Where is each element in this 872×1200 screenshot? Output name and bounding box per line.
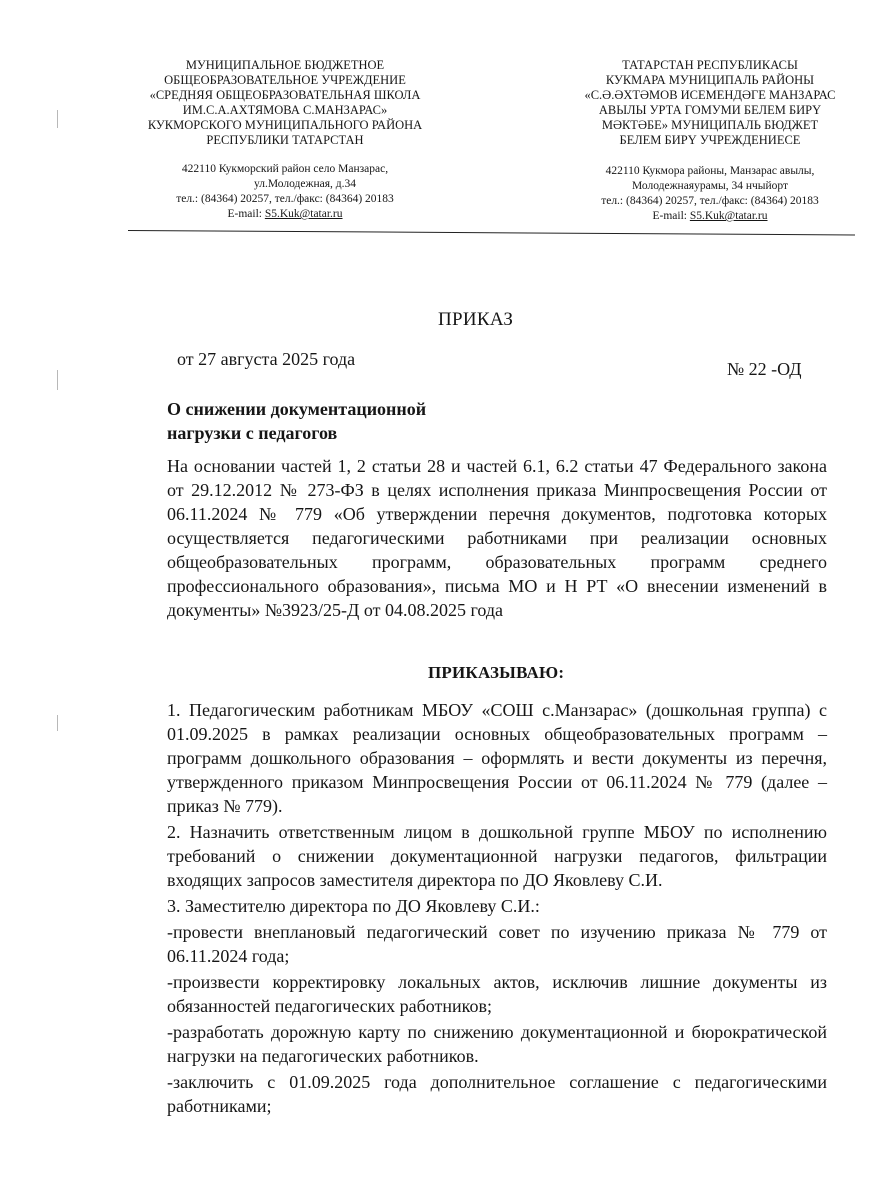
header-divider [128, 230, 855, 235]
org-line: КУКМАРА МУНИЦИПАЛЬ РАЙОНЫ [605, 73, 815, 87]
email-label: E-mail: [652, 210, 690, 222]
header-right-address [560, 164, 860, 224]
order-item: 1. Педагогическим работникам МБОУ «СОШ с.Манзарас» (дошкольная группа) с 01.09.2025 в рамках реализации основных общеобразовательных программ – программ дошкольного образования – оформлять и вести документы из перечня, утвержденного приказом Минпросвещения России от 06.11.2024 № 779 (далее – приказ № 779). [167, 700, 827, 816]
scan-edge-mark [57, 110, 58, 128]
subject-line: нагрузки с педагогов [167, 423, 338, 443]
email-line [135, 207, 435, 222]
document-date: от 27 августа 2025 года [177, 349, 356, 369]
header-left-org [135, 58, 435, 148]
order-item: -заключить с 01.09.2025 года дополнительное соглашение с педагогическими работниками; [167, 1072, 827, 1116]
scan-edge-mark [57, 715, 58, 731]
org-line: ИМ.С.А.АХТЯМОВА С.МАНЗАРАС» [182, 103, 388, 117]
email-link[interactable]: S5.Kuk@tatar.ru [264, 208, 343, 220]
order-items [167, 698, 827, 1120]
order-item: -провести внеплановый педагогический совет по изучению приказа № 779 от 06.11.2024 года; [167, 922, 827, 966]
header-right [560, 58, 860, 224]
document-number: № 22 -ОД [727, 359, 802, 379]
email-link[interactable]: S5.Kuk@tatar.ru [689, 210, 768, 222]
org-line: КУКМОРСКОГО МУНИЦИПАЛЬНОГО РАЙОНА [147, 118, 423, 132]
order-item: 2. Назначить ответственным лицом в дошкольной группе МБОУ по исполнению требований о снижении документационной нагрузки педагогов, фильтрации входящих запросов заместителя директора по ДО Яковлеву С.И. [167, 822, 827, 890]
address-line: ул.Молодежная, д.34 [254, 178, 356, 190]
org-line: БЕЛЕМ БИРҮ УЧРЕЖДЕНИЕСЕ [619, 133, 801, 147]
order-item: 3. Заместителю директора по ДО Яковлеву С.И.: [167, 896, 540, 916]
order-item: -произвести корректировку локальных актов, исключив лишние документы из обязанностей педагогических работников; [167, 972, 827, 1016]
org-line: МУНИЦИПАЛЬНОЕ БЮДЖЕТНОЕ [185, 58, 385, 72]
org-line: МӘКТӘБЕ» МУНИЦИПАЛЬ БЮДЖЕТ [601, 118, 819, 132]
scan-edge-mark [57, 370, 58, 390]
phone-line: тел.: (84364) 20257, тел./факс: (84364) 20183 [176, 193, 394, 205]
header-right-org [560, 58, 860, 148]
address-line: 422110 Кукморский район село Манзарас, [181, 163, 389, 175]
order-item: -разработать дорожную карту по снижению документационной и бюрократической нагрузки на педагогических работников. [167, 1022, 827, 1066]
org-line: ТАТАРСТАН РЕСПУБЛИКАСЫ [622, 58, 798, 72]
subject-line: О снижении документационной [167, 399, 427, 419]
email-label: E-mail: [227, 208, 265, 220]
org-line: «СРЕДНЯЯ ОБЩЕОБРАЗОВАТЕЛЬНАЯ ШКОЛА [149, 88, 421, 102]
org-line: ОБЩЕОБРАЗОВАТЕЛЬНОЕ УЧРЕЖДЕНИЕ [164, 73, 406, 87]
org-line: РЕСПУБЛИКИ ТАТАРСТАН [206, 133, 364, 147]
document-subject [167, 397, 426, 445]
header-left-address [135, 162, 435, 222]
address-line: 422110 Кукмора районы, Манзарас авылы, [605, 165, 815, 177]
phone-line: тел.: (84364) 20257, тел./факс: (84364) 20183 [601, 195, 819, 207]
header-left [135, 58, 435, 222]
preamble-paragraph: На основании частей 1, 2 статьи 28 и частей 6.1, 6.2 статьи 47 Федерального закона от 29.12.2012 № 273-ФЗ в целях исполнения приказа Минпросвещения России от 06.11.2024 № 779 «Об утверждении перечня документов, подготовка которых осуществляется педагогическими работниками при реализации основных общеобразовательных программ, образовательных программ среднего профессионального образования», письма МО и Н РТ «О внесении изменений в документы» №3923/25-Д от 04.08.2025 года [167, 456, 827, 620]
org-line: «С.Ә.ӘХТӘМОВ ИСЕМЕНДӘГЕ МАНЗАРАС [584, 88, 836, 102]
email-line [560, 209, 860, 224]
order-heading: ПРИКАЗЫВАЮ: [428, 663, 565, 682]
address-line: Молодежнаяурамы, 34 нчыйорт [631, 180, 789, 192]
org-line: АВЫЛЫ УРТА ГОМУМИ БЕЛЕМ БИРҮ [598, 103, 822, 117]
document-title: ПРИКАЗ [438, 309, 514, 330]
